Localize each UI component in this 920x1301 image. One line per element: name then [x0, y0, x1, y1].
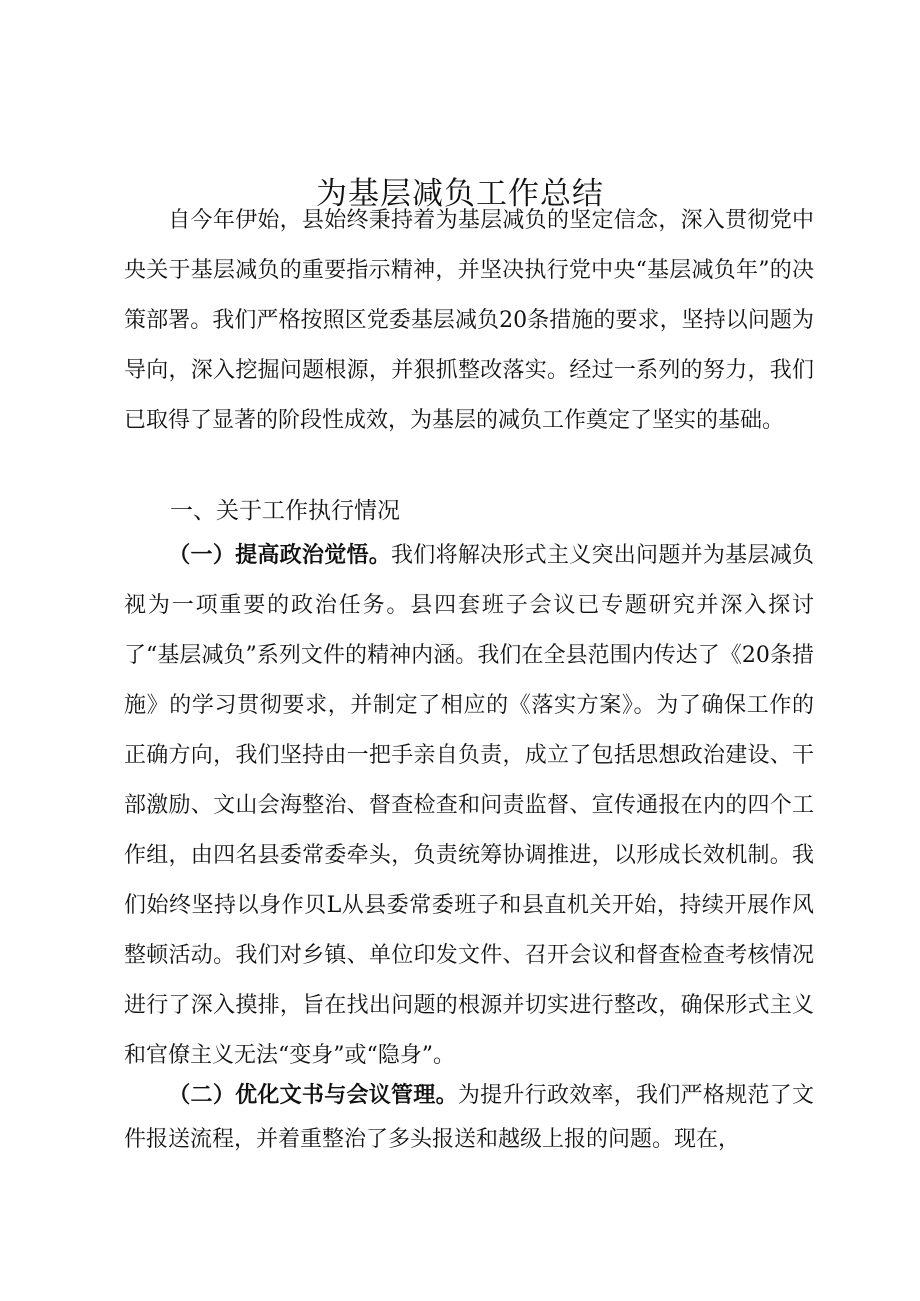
- intro-paragraph: [124, 196, 814, 446]
- document-title: 为基层减负工作总结: [316, 176, 604, 212]
- subsection-2-body: 为提升行政效率，我们严格规范了文件报送流程，并着重整治了多头报送和越级上报的问题。现在，: [124, 1083, 814, 1152]
- subsection-1-body: 我们将解决形式主义突出问题并为基层减负视为一项重要的政治任务。县四套班子会议已专题研究并深入探讨了“基层减负”系列文件的精神内涵。我们在全县范围内传达了《20条措施》的学习贯彻要求，并制定了相应的《落实方案》。为了确保工作的正确方向，我们坚持由一把手亲自负责，成立了包括思想政治建设、干部激励、文山会海整治、督查检查和问责监督、宣传通报在内的四个工作组，由四名县委常委牵头，负责统筹协调推进，以形成长效机制。我们始终坚持以身作贝L从县委常委班子和县直机关开始，持续开展作风整顿活动。我们对乡镇、单位印发文件、召开会议和督查检查考核情况进行了深入摸排，旨在找出问题的根源并切实进行整改，确保形式主义和官僚主义无法“变身”或“隐身”。: [124, 543, 814, 1068]
- subsection-1-paragraph: [124, 531, 814, 1081]
- subsection-2-lead: （二）优化文书与会议管理。: [168, 1083, 458, 1108]
- intro-text: 自今年伊始，县始终秉持着为基层减负的坚定信念，深入贯彻党中央关于基层减负的重要指示精神，并坚决执行党中央“基层减负年”的决策部署。我们严格按照区党委基层减负20条措施的要求，坚持以问题为导向，深入挖掘问题根源，并狠抓整改落实。经过一系列的努力，我们已取得了显著的阶段性成效，为基层的减负工作奠定了坚实的基础。: [124, 208, 814, 433]
- section-heading: 一、关于工作执行情况: [170, 498, 400, 524]
- subsection-2-paragraph: [124, 1074, 814, 1162]
- subsection-1-lead: （一）提高政治觉悟。: [168, 543, 392, 568]
